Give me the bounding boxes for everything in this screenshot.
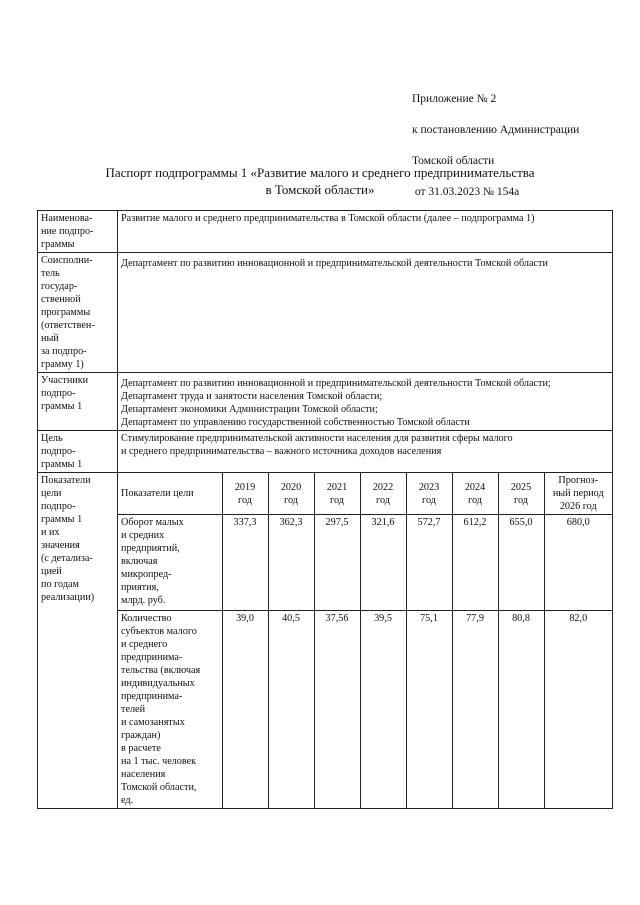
year-header-2022: 2022 год	[360, 473, 406, 515]
indicator-value: 77,9	[452, 611, 498, 809]
title-line-1: Паспорт подпрограммы 1 «Развитие малого и среднего предпринимательства	[105, 165, 535, 180]
indicator-value: 572,7	[406, 515, 452, 611]
indicator-value: 75,1	[406, 611, 452, 809]
appendix-line-3: Томской области	[412, 154, 495, 167]
appendix-line-2: к постановлению Администрации	[412, 123, 580, 136]
passport-table	[37, 210, 613, 809]
indicator-value: 655,0	[498, 515, 544, 611]
row-indicators	[38, 473, 613, 809]
indicator-name: Количество субъектов малого и среднего предпринима- тельства (включая индивидуальных предпринима- телей и самозанятых граждан) в расчете на 1 тыс. человек населения Томской области, ед.	[118, 611, 222, 809]
year-header-2019: 2019 год	[222, 473, 268, 515]
indicator-value: 82,0	[544, 611, 612, 809]
appendix-line-1: Приложение № 2	[412, 92, 497, 105]
row-coexecutor-label: Соисполни- тель государ- ственной программы (ответствен- ный за подпро- грамму 1)	[38, 253, 118, 373]
indicator-value: 37,56	[314, 611, 360, 809]
year-header-2026: Прогноз- ный период 2026 год	[544, 473, 612, 515]
row-goal-label: Цель подпро- граммы 1	[38, 431, 118, 473]
indicator-name: Оборот малых и средних предприятий, включая микропред- приятия, млрд. руб.	[118, 515, 222, 611]
indicator-value: 297,5	[314, 515, 360, 611]
row-goal-value: Стимулирование предпринимательской активности населения для развития сферы малого и среднего предпринимательства – важного источника доходов населения	[118, 431, 613, 473]
row-coexecutor-value: Департамент по развитию инновационной и предпринимательской деятельности Томской области	[118, 253, 613, 373]
row-indicators-label: Показатели цели подпро- граммы 1 и их значения (с детализа- цией по годам реализации)	[38, 473, 118, 809]
indicator-value: 362,3	[268, 515, 314, 611]
year-header-2021: 2021 год	[314, 473, 360, 515]
row-name-label: Наименова- ние подпро- граммы	[38, 211, 118, 253]
title-line-2: в Томской области»	[265, 181, 375, 197]
row-name	[38, 211, 613, 253]
appendix-line-4: от 31.03.2023 № 154а	[412, 185, 520, 198]
indicator-value: 80,8	[498, 611, 544, 809]
document-title	[40, 165, 600, 198]
indicator-value: 40,5	[268, 611, 314, 809]
indicator-value: 321,6	[360, 515, 406, 611]
indicator-value: 680,0	[544, 515, 612, 611]
indicator-value: 612,2	[452, 515, 498, 611]
row-participants	[38, 373, 613, 431]
participant-item: Департамент труда и занятости населения Томской области;	[121, 391, 383, 402]
row-participants-label: Участники подпро- граммы 1	[38, 373, 118, 431]
indicators-cell	[118, 473, 613, 809]
year-header-2024: 2024 год	[452, 473, 498, 515]
table-row	[118, 611, 612, 809]
participant-item: Департамент по развитию инновационной и предпринимательской деятельности Томской области;	[121, 378, 551, 389]
indicators-table	[118, 473, 612, 808]
indicator-value: 39,0	[222, 611, 268, 809]
year-header-2023: 2023 год	[406, 473, 452, 515]
indicator-value: 337,3	[222, 515, 268, 611]
table-row	[118, 515, 612, 611]
indicator-value: 39,5	[360, 611, 406, 809]
indicators-header-row	[118, 473, 612, 515]
row-goal	[38, 431, 613, 473]
row-name-value: Развитие малого и среднего предпринимательства в Томской области (далее – подпрограмма 1)	[118, 211, 613, 253]
participant-item: Департамент экономики Администрации Томской области;	[121, 404, 378, 415]
row-coexecutor	[38, 253, 613, 373]
year-header-2020: 2020 год	[268, 473, 314, 515]
row-participants-value	[118, 373, 613, 431]
year-header-2025: 2025 год	[498, 473, 544, 515]
indicator-name-header: Показатели цели	[118, 473, 222, 515]
participant-item: Департамент по управлению государственной собственностью Томской области	[121, 417, 470, 428]
